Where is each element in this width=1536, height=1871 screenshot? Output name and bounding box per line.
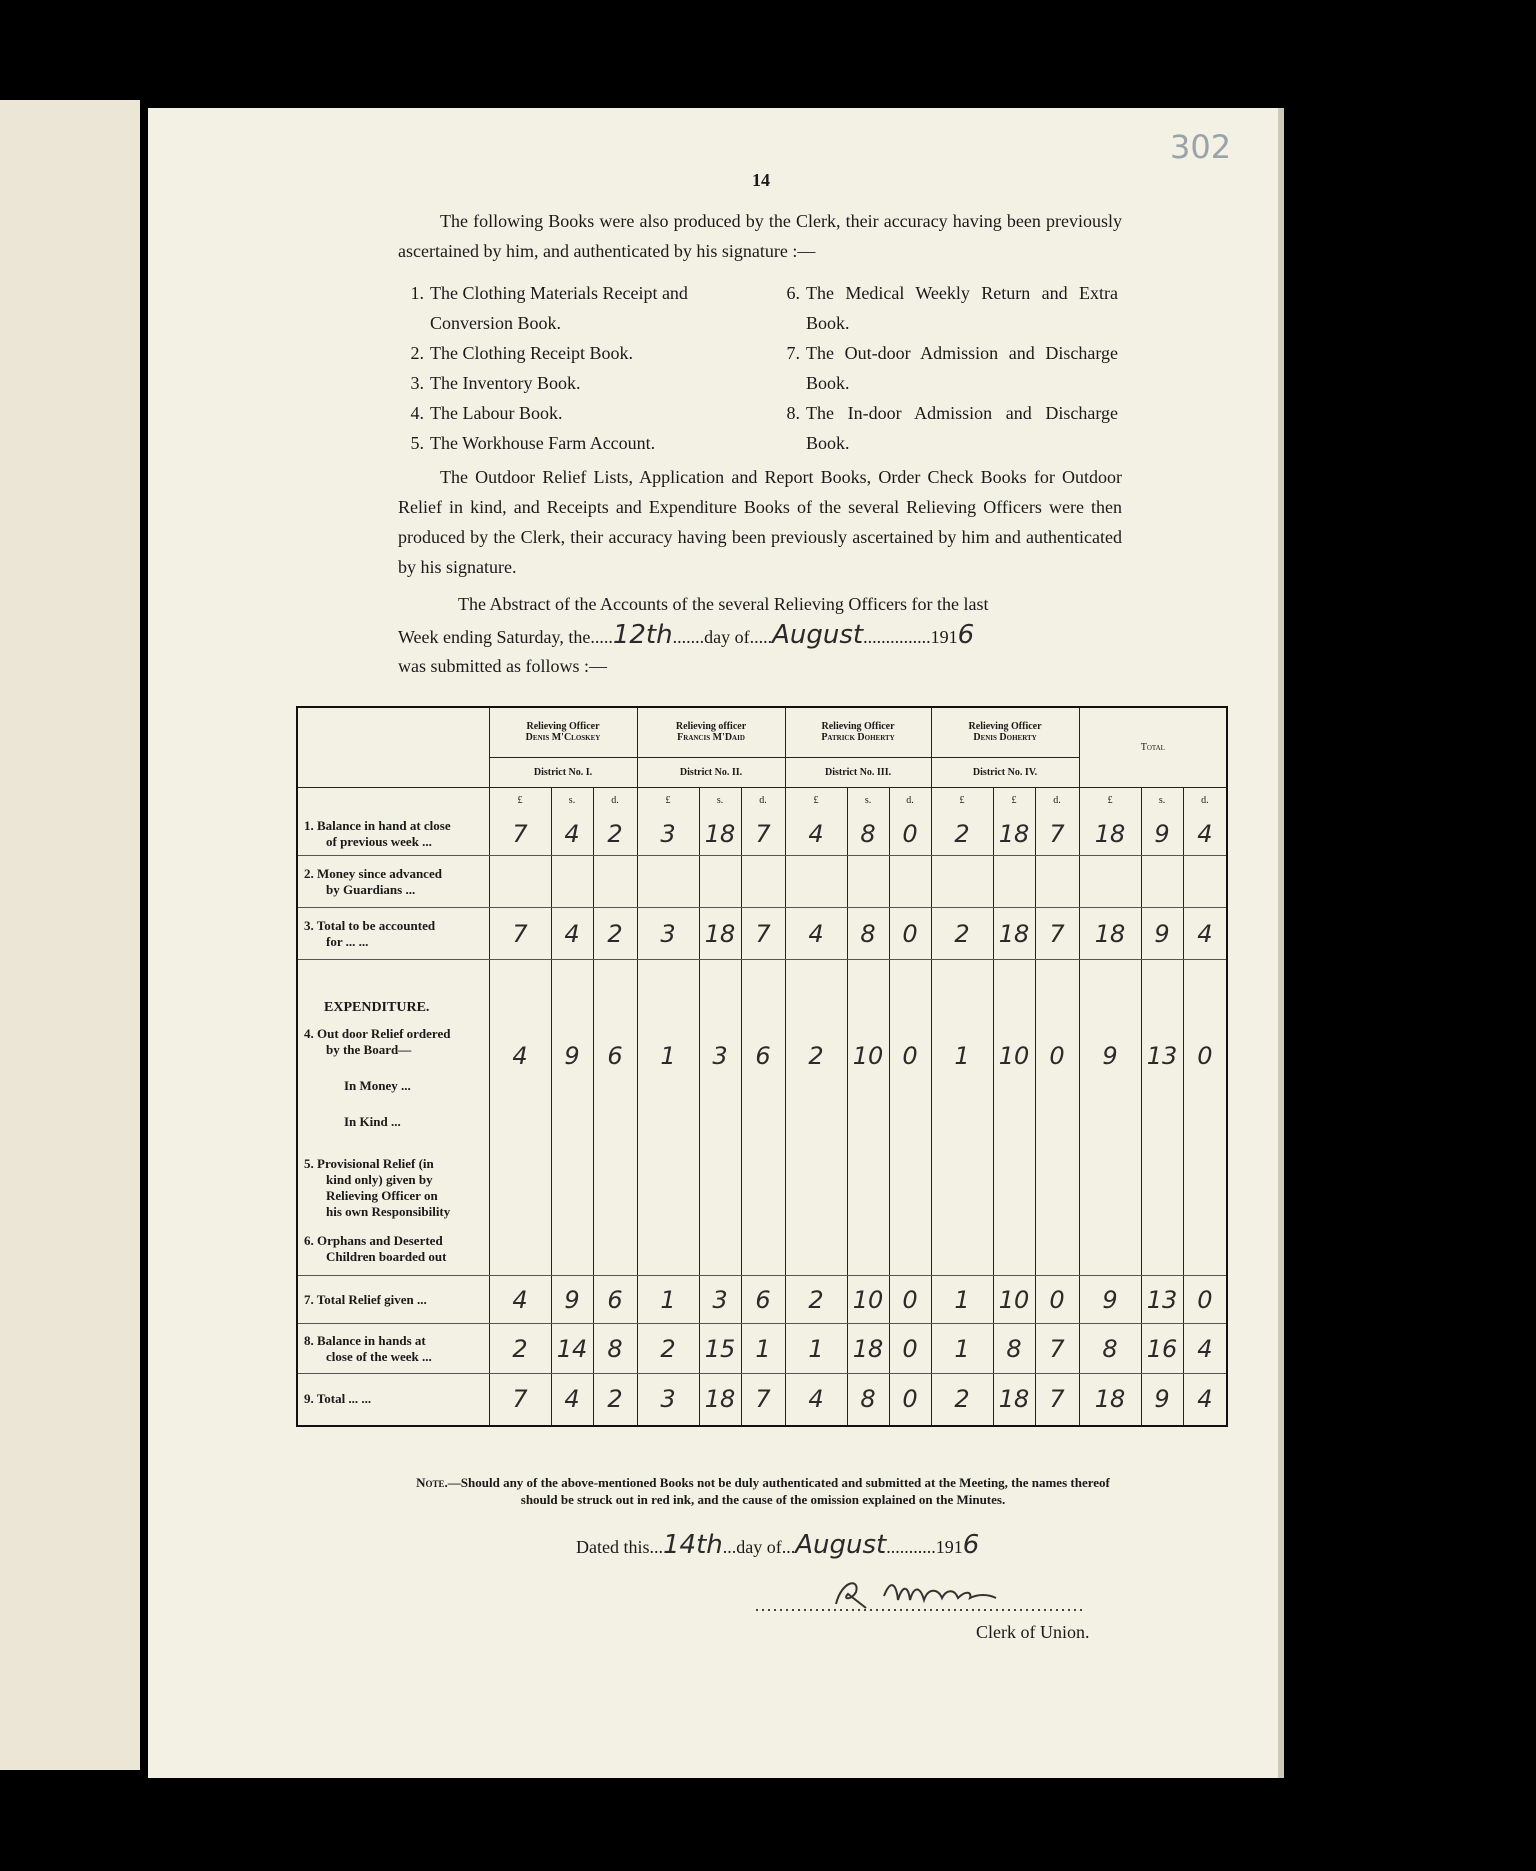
amount-cell: 4 <box>1183 1324 1227 1374</box>
currency-units-row: £ s. d. £ s. d. £ s. d. £ £ d. £ s. d. <box>297 787 1227 814</box>
officer-2-header: Relieving officer Francis M'Daid <box>637 707 785 757</box>
amount-cell: 4 <box>1183 814 1227 856</box>
abstract-line-1: The Abstract of the Accounts of the several Relieving Officers for the last <box>458 594 989 614</box>
amount-cell: 6 <box>593 1276 637 1324</box>
amount-cell: 4 <box>785 908 847 960</box>
list-item: 1. The Clothing Materials Receipt and Conversion Book. <box>410 283 688 333</box>
handwritten-day: 12th <box>612 620 673 650</box>
officer-header-row <box>297 707 1227 757</box>
table-row: 3. Total to be accounted for ... ... 7 4 2 3 18 7 4 8 0 2 18 7 18 9 4 <box>297 908 1227 960</box>
amount-cell: 0 <box>889 1374 931 1426</box>
handwritten-day: 14th <box>663 1530 723 1560</box>
officer-3-header: Relieving Officer Patrick Doherty <box>785 707 931 757</box>
amount-cell: 2 <box>593 908 637 960</box>
amount-cell: 7 <box>489 814 551 856</box>
district-2: District No. II. <box>637 757 785 787</box>
amount-cell: 10 <box>993 960 1035 1152</box>
amount-cell: 10 <box>847 960 889 1152</box>
handwritten-year: 6 <box>957 620 975 650</box>
amount-cell: 2 <box>785 960 847 1152</box>
district-3: District No. III. <box>785 757 931 787</box>
amount-cell: 8 <box>593 1324 637 1374</box>
amount-cell: 15 <box>699 1324 741 1374</box>
amount-cell: 13 <box>1141 1276 1183 1324</box>
amount-cell: 18 <box>847 1324 889 1374</box>
blank-header-cell <box>297 707 489 787</box>
page-number: 14 <box>752 170 770 190</box>
amount-cell: 18 <box>699 1374 741 1426</box>
amount-cell: 4 <box>551 908 593 960</box>
table-row: 7. Total Relief given ... 4 9 6 1 3 6 2 10 0 1 10 0 9 13 0 <box>297 1276 1227 1324</box>
amount-cell: 7 <box>489 1374 551 1426</box>
amount-cell: 9 <box>1141 908 1183 960</box>
amount-cell: 4 <box>489 1276 551 1324</box>
books-right-column <box>774 278 1118 458</box>
amount-cell: 2 <box>637 1324 699 1374</box>
amount-cell: 2 <box>931 814 993 856</box>
amount-cell: 2 <box>785 1276 847 1324</box>
abstract-line-2: Week ending Saturday, the.....12th.......day of.....August...............1916 <box>398 620 975 650</box>
table-row: 6. Orphans and Deserted Children boarded out <box>297 1224 1227 1276</box>
facing-page <box>0 100 140 1770</box>
amount-cell: 7 <box>741 908 785 960</box>
amount-cell: 10 <box>847 1276 889 1324</box>
stamp-number: 302 <box>1170 128 1232 166</box>
list-item: 6. The Medical Weekly Return and Extra Book. <box>786 283 1118 333</box>
amount-cell: 18 <box>1079 908 1141 960</box>
amount-cell: 9 <box>551 1276 593 1324</box>
amount-cell: 9 <box>1079 960 1141 1152</box>
amount-cell: 2 <box>593 814 637 856</box>
table-row: 2. Money since advanced by Guardians ... <box>297 856 1227 908</box>
amount-cell: 0 <box>1035 1276 1079 1324</box>
amount-cell: 1 <box>931 1276 993 1324</box>
amount-cell: 8 <box>847 814 889 856</box>
amount-cell: 2 <box>593 1374 637 1426</box>
amount-cell: 1 <box>637 1276 699 1324</box>
amount-cell: 0 <box>889 814 931 856</box>
amount-cell: 2 <box>489 1324 551 1374</box>
list-item: 2. The Clothing Receipt Book. <box>410 343 633 363</box>
books-left-column <box>398 278 742 458</box>
amount-cell: 16 <box>1141 1324 1183 1374</box>
amount-cell: 18 <box>993 1374 1035 1426</box>
amount-cell: 18 <box>699 908 741 960</box>
amount-cell: 8 <box>847 1374 889 1426</box>
amount-cell: 9 <box>1141 1374 1183 1426</box>
list-item: 5. The Workhouse Farm Account. <box>410 433 656 453</box>
handwritten-month: August <box>772 620 864 650</box>
table-row: 1. Balance in hand at close of previous week ... 7 4 2 3 18 7 4 8 0 2 18 7 18 9 4 <box>297 814 1227 856</box>
amount-cell: 13 <box>1141 960 1183 1152</box>
amount-cell: 7 <box>741 1374 785 1426</box>
note-text: Note.—Should any of the above-mentioned Books not be duly authenticated and submitted at the Meeting, the names thereof should be struck out in red ink, and the cause of the omission explained on the Minutes. <box>416 1475 1110 1507</box>
page-edge <box>1278 108 1284 1778</box>
list-item: 8. The In-door Admission and Discharge Book. <box>786 403 1118 453</box>
table-row: 5. Provisional Relief (in kind only) given by Relieving Officer on his own Responsibility <box>297 1152 1227 1224</box>
amount-cell: 3 <box>699 960 741 1152</box>
amount-cell: 6 <box>741 960 785 1152</box>
table-row: 9. Total ... ... 7 4 2 3 18 7 4 8 0 2 18 7 18 9 4 <box>297 1374 1227 1426</box>
amount-cell: 4 <box>1183 908 1227 960</box>
amount-cell: 9 <box>1141 814 1183 856</box>
outdoor-relief-paragraph: The Outdoor Relief Lists, Application and Report Books, Order Check Books for Outdoor Relief in kind, and Receipts and Expenditure Books of the several Relieving Officers were then produced by the Clerk, their accuracy having been previously ascertained by him and authenticated by his signature. <box>398 467 1122 577</box>
amount-cell: 7 <box>1035 1374 1079 1426</box>
amount-cell: 8 <box>847 908 889 960</box>
amount-cell: 9 <box>551 960 593 1152</box>
amount-cell: 3 <box>699 1276 741 1324</box>
amount-cell: 7 <box>1035 1324 1079 1374</box>
officer-4-header: Relieving Officer Denis Doherty <box>931 707 1079 757</box>
amount-cell: 7 <box>1035 908 1079 960</box>
amount-cell: 2 <box>931 908 993 960</box>
amount-cell: 4 <box>551 1374 593 1426</box>
amount-cell: 4 <box>489 960 551 1152</box>
officer-1-header: Relieving Officer Denis M'Closkey <box>489 707 637 757</box>
amount-cell: 1 <box>785 1324 847 1374</box>
amount-cell: 18 <box>1079 814 1141 856</box>
amount-cell: 3 <box>637 908 699 960</box>
amount-cell: 7 <box>489 908 551 960</box>
amount-cell: 6 <box>741 1276 785 1324</box>
amount-cell: 0 <box>1183 1276 1227 1324</box>
amount-cell: 1 <box>741 1324 785 1374</box>
list-item: 3. The Inventory Book. <box>410 373 581 393</box>
amount-cell: 0 <box>889 908 931 960</box>
amount-cell: 0 <box>1035 960 1079 1152</box>
amount-cell: 18 <box>993 908 1035 960</box>
amount-cell: 4 <box>785 814 847 856</box>
amount-cell: 4 <box>1183 1374 1227 1426</box>
amount-cell: 8 <box>1079 1324 1141 1374</box>
amount-cell: 3 <box>637 1374 699 1426</box>
table-row: EXPENDITURE. 4. Out door Relief ordered by the Board— In Money ... In Kind ... 4 9 6 1 3 6 2 10 0 1 10 0 9 13 0 <box>297 960 1227 1152</box>
dated-line: Dated this...14th...day of...August...........1916 <box>576 1530 980 1560</box>
amount-cell: 0 <box>1183 960 1227 1152</box>
clerk-of-union-label: Clerk of Union. <box>976 1622 1090 1642</box>
amount-cell: 0 <box>889 1276 931 1324</box>
amount-cell: 18 <box>699 814 741 856</box>
amount-cell: 7 <box>741 814 785 856</box>
amount-cell: 0 <box>889 1324 931 1374</box>
signature-line <box>756 1574 1086 1614</box>
amount-cell: 2 <box>931 1374 993 1426</box>
handwritten-month: August <box>795 1530 887 1560</box>
amount-cell: 4 <box>551 814 593 856</box>
clerk-signature <box>756 1574 1086 1614</box>
amount-cell: 18 <box>993 814 1035 856</box>
handwritten-year: 6 <box>962 1530 980 1560</box>
amount-cell: 1 <box>931 1324 993 1374</box>
amount-cell: 9 <box>1079 1276 1141 1324</box>
list-item: 7. The Out-door Admission and Discharge Book. <box>786 343 1118 393</box>
amount-cell: 1 <box>931 960 993 1152</box>
table-row: 8. Balance in hands at close of the week ... 2 14 8 2 15 1 1 18 0 1 8 7 8 16 4 <box>297 1324 1227 1374</box>
amount-cell: 3 <box>637 814 699 856</box>
amount-cell: 4 <box>785 1374 847 1426</box>
amount-cell: 7 <box>1035 814 1079 856</box>
list-item: 4. The Labour Book. <box>410 403 563 423</box>
amount-cell: 10 <box>993 1276 1035 1324</box>
amount-cell: 8 <box>993 1324 1035 1374</box>
amount-cell: 18 <box>1079 1374 1141 1426</box>
total-header: Total <box>1079 707 1227 787</box>
amount-cell: 6 <box>593 960 637 1152</box>
district-1: District No. I. <box>489 757 637 787</box>
amount-cell: 1 <box>637 960 699 1152</box>
accounts-table <box>296 706 1228 1427</box>
intro-paragraph: The following Books were also produced by the Clerk, their accuracy having been previously ascertained by him, and authenticated by his signature :— <box>398 211 1122 261</box>
amount-cell: 0 <box>889 960 931 1152</box>
amount-cell: 14 <box>551 1324 593 1374</box>
abstract-line-3: was submitted as follows :— <box>398 656 607 676</box>
district-4: District No. IV. <box>931 757 1079 787</box>
